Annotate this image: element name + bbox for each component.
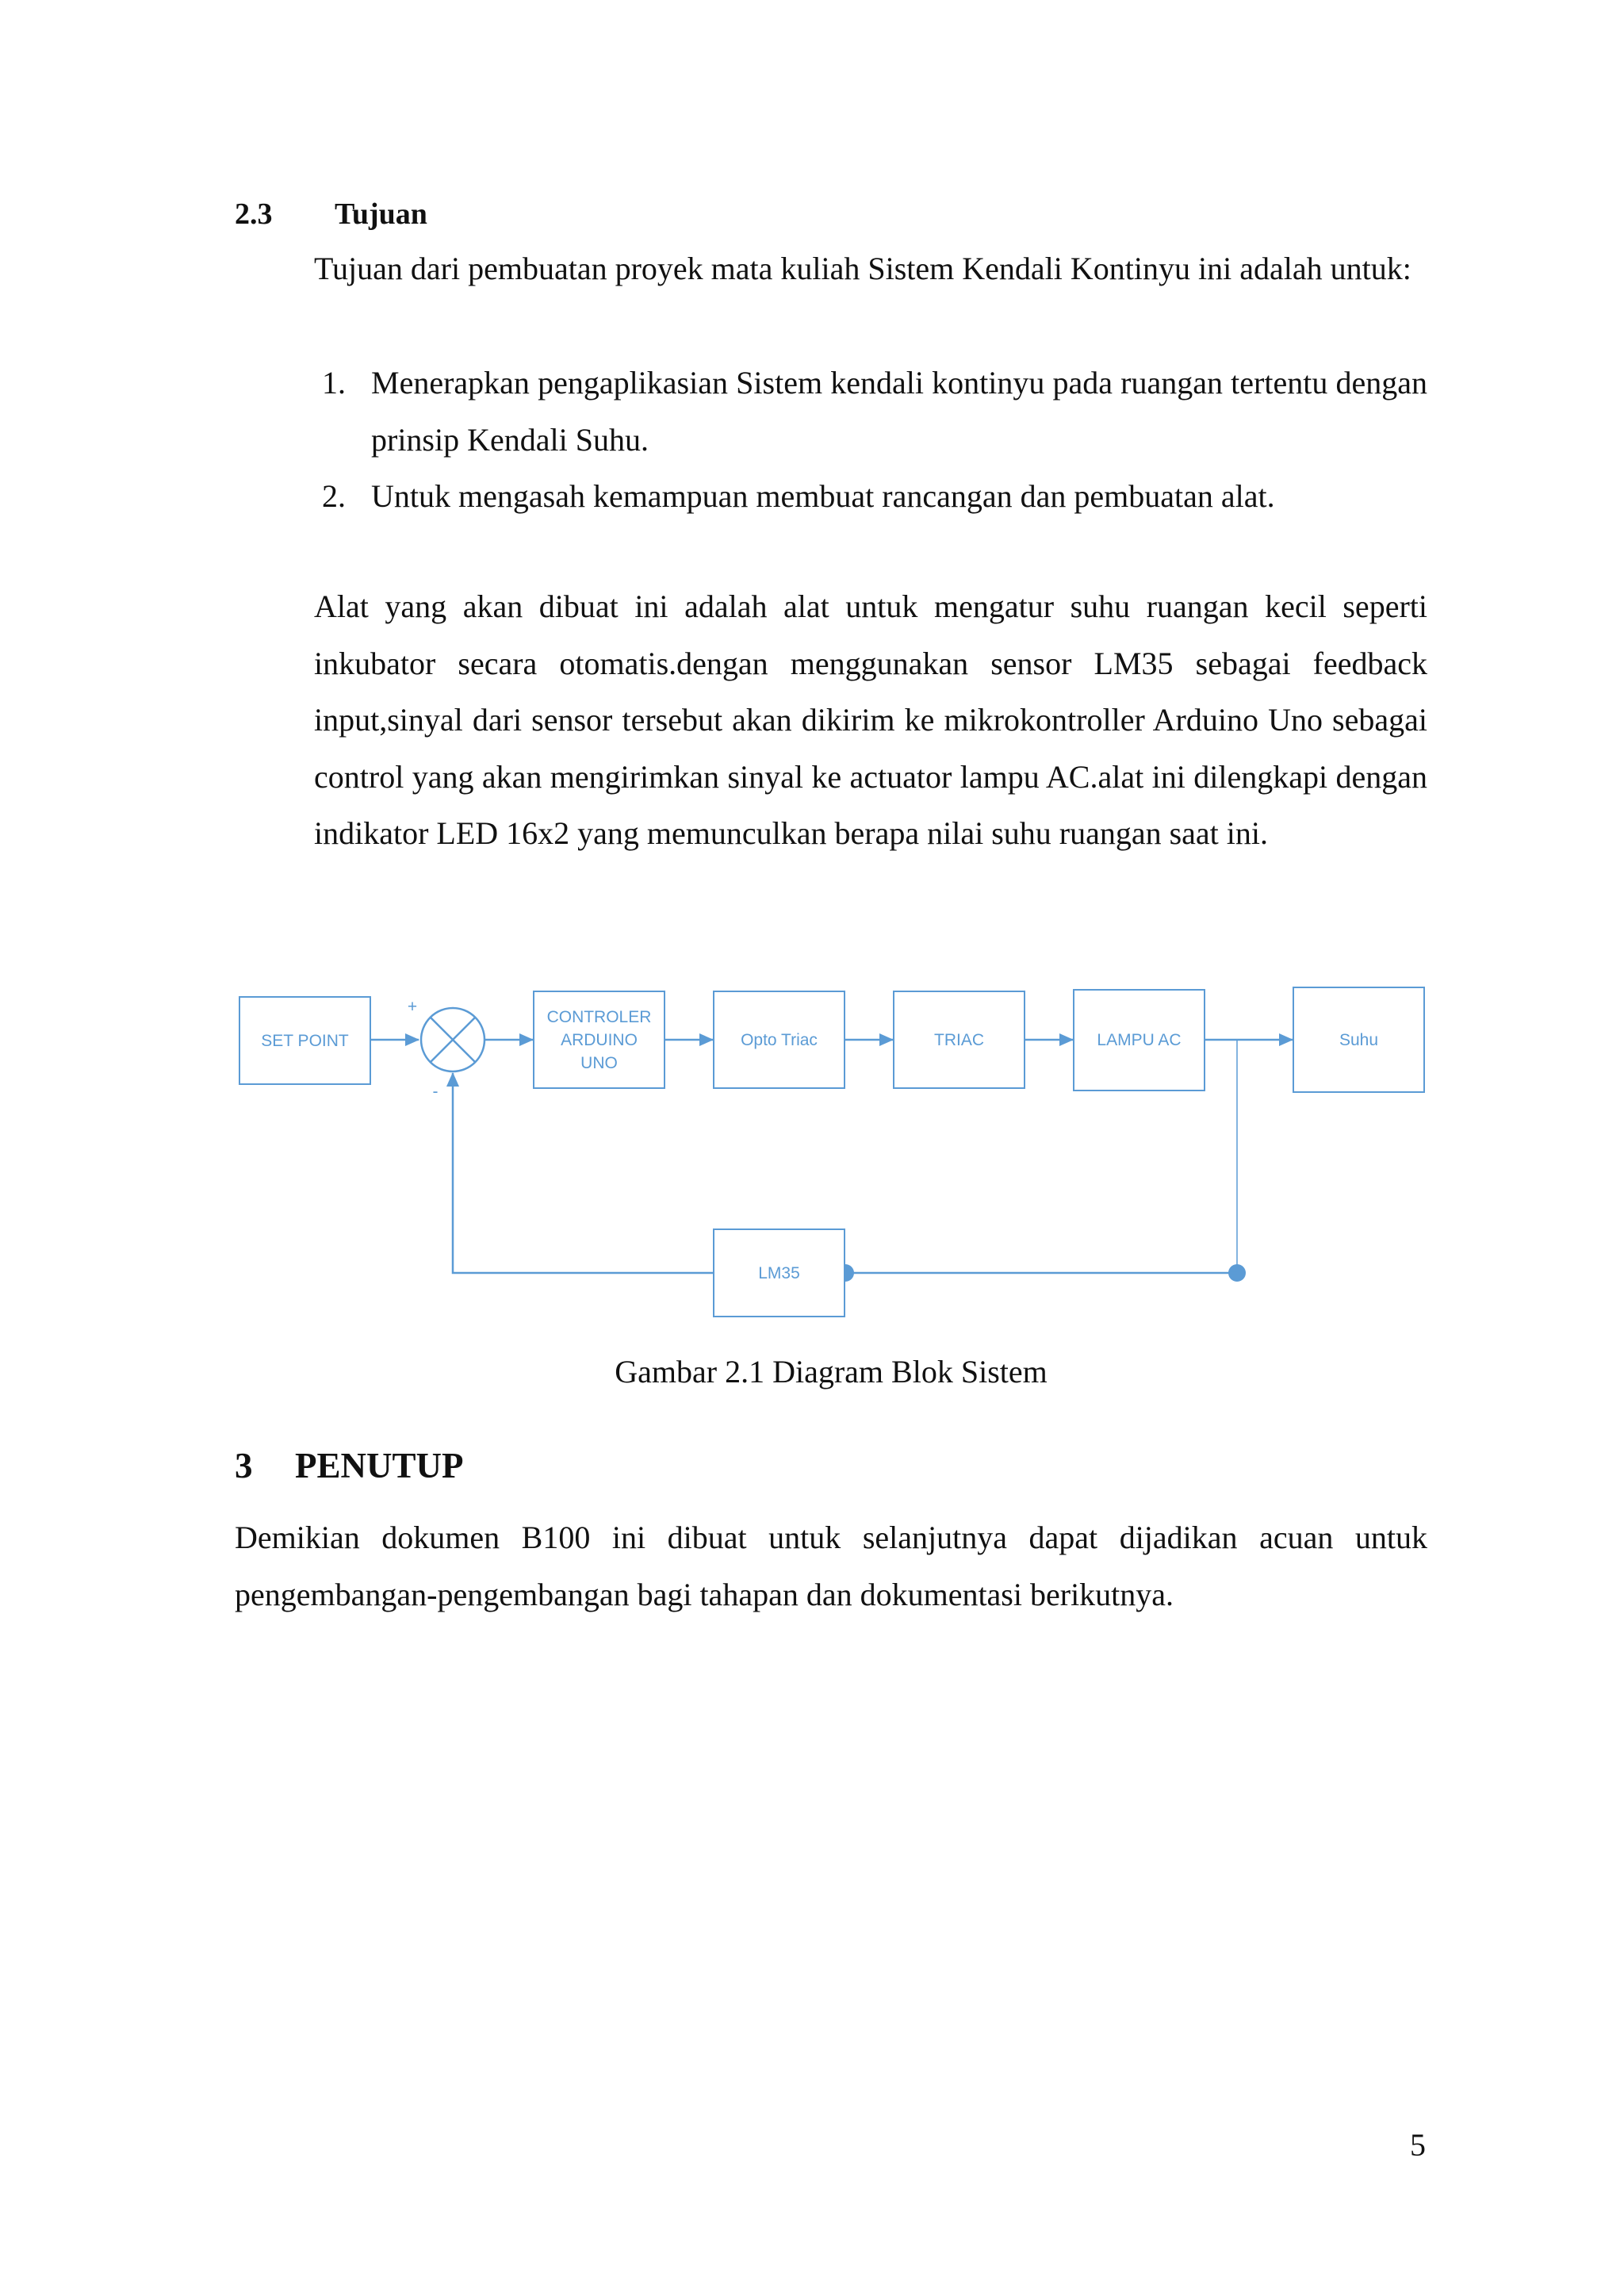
- sum-plus-sign: +: [407, 998, 418, 1016]
- chapter-title: PENUTUP: [295, 1446, 464, 1485]
- list-item-text: Menerapkan pengaplikasian Sistem kendali kontinyu pada ruangan tertentu dengan prinsip Kendali Suhu.: [371, 365, 1427, 458]
- section-number: 2.3: [235, 197, 273, 231]
- triac-label: TRIAC: [934, 1031, 984, 1049]
- intro-paragraph: Tujuan dari pembuatan proyek mata kuliah Sistem Kendali Kontinyu ini adalah untuk:: [314, 251, 1411, 286]
- list-item-text: Untuk mengasah kemampuan membuat rancangan dan pembuatan alat.: [371, 478, 1275, 514]
- list-marker: 2.: [322, 478, 346, 514]
- feedback-return-path: [453, 1073, 714, 1273]
- set-point-label: SET POINT: [261, 1032, 349, 1050]
- summing-junction: [421, 1008, 485, 1071]
- suhu-label: Suhu: [1339, 1031, 1379, 1049]
- lampu-ac-label: LAMPU AC: [1097, 1031, 1182, 1049]
- chapter-heading: [235, 1442, 464, 1489]
- opto-triac-label: Opto Triac: [741, 1031, 818, 1049]
- controller-label-line1: CONTROLER: [546, 1008, 652, 1026]
- section-title: Tujuan: [335, 197, 427, 231]
- chapter-number: 3: [235, 1446, 253, 1485]
- controller-label-line2: ARDUINO: [561, 1031, 638, 1049]
- list-marker: 1.: [322, 365, 346, 401]
- lm35-label: LM35: [758, 1264, 800, 1282]
- controller-label-line3: UNO: [580, 1054, 618, 1072]
- figure-caption: Gambar 2.1 Diagram Blok Sistem: [615, 1354, 1048, 1389]
- sum-minus-sign: -: [432, 1083, 439, 1101]
- description-paragraph: Alat yang akan dibuat ini adalah alat untuk mengatur suhu ruangan kecil seperti inkubator secara otomatis.dengan menggunakan sensor LM35 sebagai feedback input,sinyal dari sensor tersebut akan dikirim ke mikrokontroller Arduino Uno sebagai control yang akan mengirimkan sinyal ke actuator lampu AC.alat ini dilengkapi dengan indikator LED 16x2 yang memunculkan berapa nilai suhu ruangan saat ini.: [314, 588, 1427, 851]
- closing-paragraph: Demikian dokumen B100 ini dibuat untuk selanjutnya dapat dijadikan acuan untuk pengembangan-pengembangan bagi tahapan dan dokumentasi berikutnya.: [235, 1520, 1427, 1612]
- page-number: 5: [1410, 2127, 1426, 2163]
